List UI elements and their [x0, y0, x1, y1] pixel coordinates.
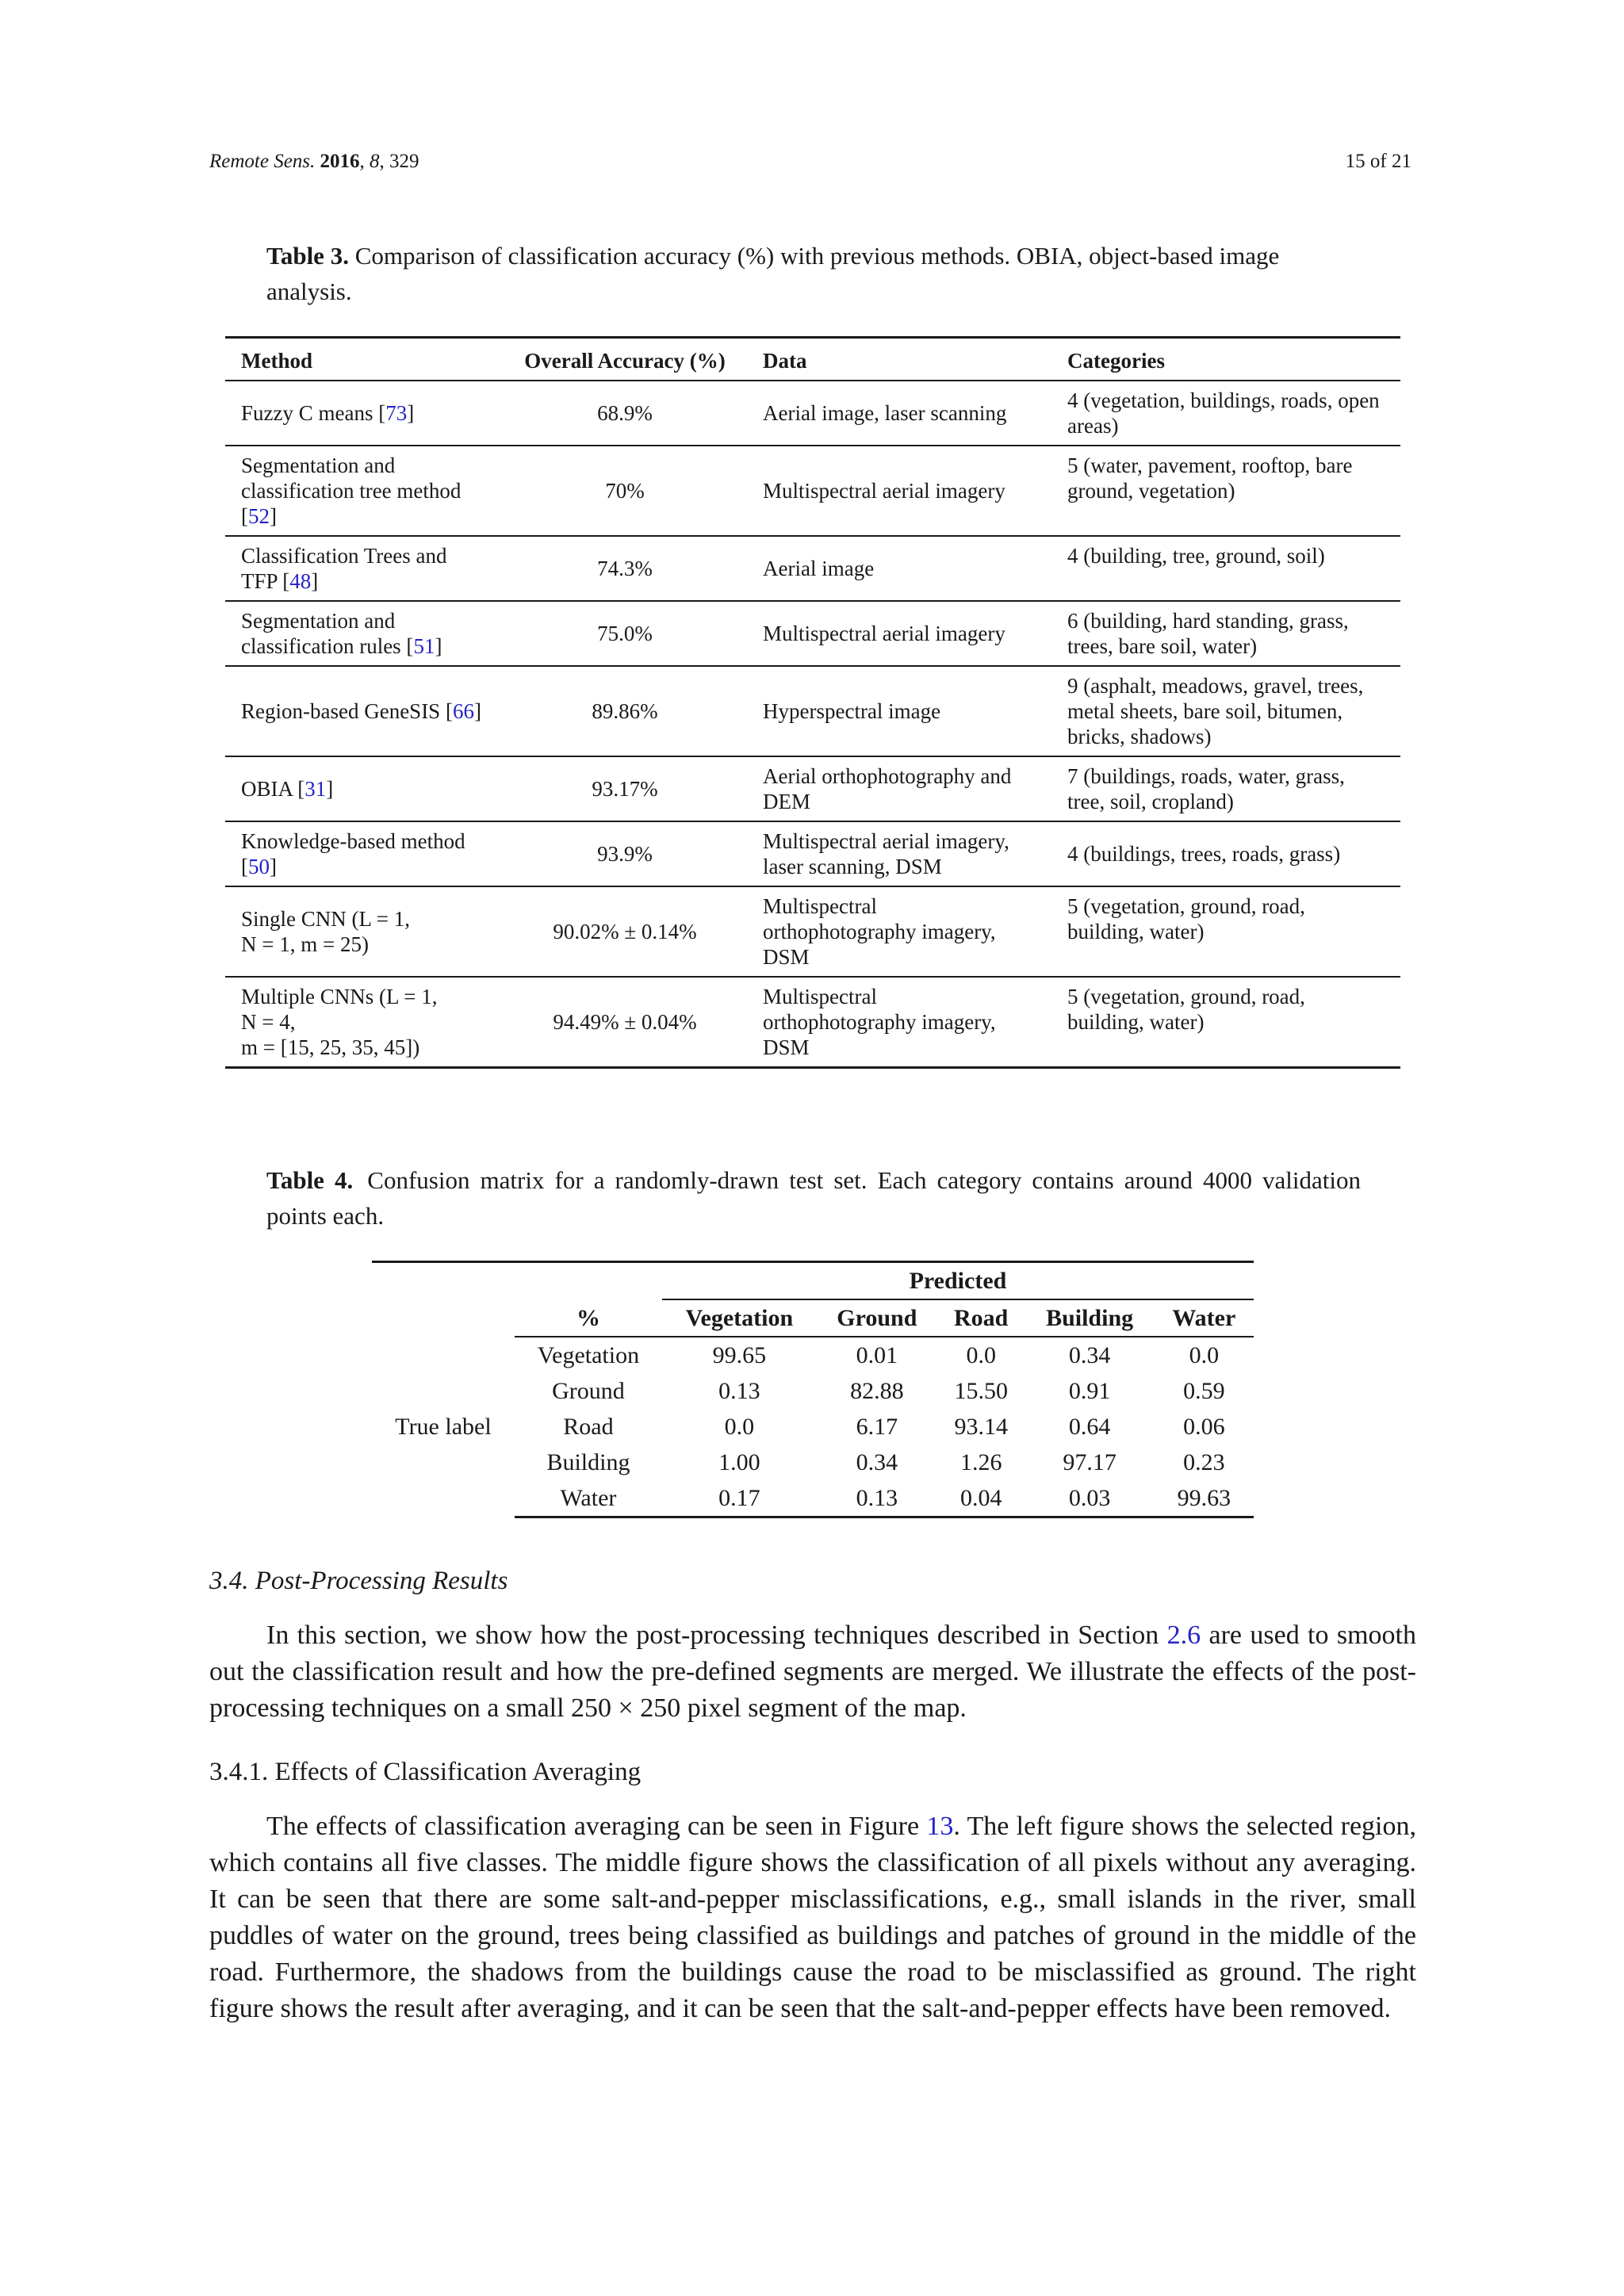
table4-cell: 99.65: [712, 1342, 767, 1368]
table3-cell-accuracy: 68.9%: [503, 381, 747, 446]
table3-cell-categories: 6 (building, hard standing, grass, trees, bare soil, water): [1051, 601, 1400, 666]
citation-link[interactable]: 52: [248, 504, 270, 528]
method-line: Multiple CNNs (L = 1,: [241, 985, 438, 1008]
table4-body: [372, 1262, 1254, 1517]
table3-cell-method: [225, 601, 503, 666]
table3-cell-data: Hyperspectral image: [747, 666, 1051, 756]
table4-caption: [266, 1162, 1361, 1234]
table3-cell-data: Aerial image: [747, 536, 1051, 601]
table3-cell-accuracy: 90.02% ± 0.14%: [503, 886, 747, 977]
table3-cell-method: [225, 756, 503, 821]
method-line: N = 4,: [241, 1010, 296, 1034]
table3-header-row: [225, 338, 1400, 381]
method-name: Classification Trees and TFP [: [241, 544, 447, 593]
table4-label: Table 4.: [266, 1166, 354, 1194]
table4-true-label: True label: [395, 1414, 492, 1441]
method-name: Segmentation and classification tree method [: [241, 453, 462, 528]
table3-cell-data: Aerial image, laser scanning: [747, 381, 1051, 446]
table3-header-accuracy: Overall Accuracy (%): [503, 338, 747, 381]
citation-link[interactable]: 50: [248, 855, 270, 878]
method-name: OBIA [: [241, 777, 305, 801]
page-number: 15 of 21: [1345, 151, 1411, 172]
method-line: m = [15, 25, 35, 45]): [241, 1035, 420, 1059]
table3-cell-categories: 5 (vegetation, ground, road, building, water): [1051, 977, 1400, 1068]
method-bracket: ]: [435, 634, 442, 658]
table4-col-vegetation: Vegetation: [662, 1299, 817, 1337]
table4-cell: 0.64: [1068, 1414, 1111, 1440]
method-bracket: ]: [326, 777, 334, 801]
table3-cell-data: Multispectral aerial imagery: [747, 601, 1051, 666]
method-name: Fuzzy C means [: [241, 401, 386, 425]
table4-cell: 1.26: [959, 1449, 1002, 1475]
table4-cell: 0.91: [1068, 1378, 1111, 1404]
figure-ref-link[interactable]: 13: [926, 1812, 954, 1841]
table3-row: [225, 536, 1400, 601]
table4-cell: 1.00: [718, 1449, 760, 1475]
table4-predicted-label: Predicted: [662, 1262, 1254, 1300]
table3-cell-data: Multispectral aerial imagery, laser scanning, DSM: [747, 821, 1051, 886]
table3-row: [225, 977, 1400, 1068]
table3-cell-method: [225, 977, 503, 1068]
running-header: [209, 151, 1411, 179]
method-bracket: ]: [270, 855, 277, 878]
table3-cell-categories: 4 (buildings, trees, roads, grass): [1051, 821, 1400, 886]
table3-cell-method: [225, 666, 503, 756]
table3-cell-accuracy: 94.49% ± 0.04%: [503, 977, 747, 1068]
table3-cell-categories: 4 (vegetation, buildings, roads, open areas): [1051, 381, 1400, 446]
table4-cell: 99.63: [1155, 1480, 1254, 1517]
table3-cell-data: Multispectral orthophotography imagery, DSM: [747, 886, 1051, 977]
table4-cell: 93.14: [954, 1414, 1008, 1440]
table4-col-water: Water: [1155, 1299, 1254, 1337]
table4-cell: 0.0: [724, 1414, 755, 1440]
method-name: Knowledge-based method [: [241, 829, 465, 878]
table3-label: Table 3.: [266, 242, 349, 270]
journal-volume: 8: [370, 151, 380, 172]
method-bracket: ]: [407, 401, 415, 425]
table4-row-label: Building: [546, 1449, 630, 1475]
table3-cell-method: [225, 821, 503, 886]
section-title: 3.4. Post-Processing Results: [209, 1567, 508, 1595]
table3-row: [225, 381, 1400, 446]
table4-cell: 0.13: [817, 1480, 937, 1517]
method-line: N = 1, m = 25): [241, 932, 369, 956]
section-ref-link[interactable]: 2.6: [1166, 1621, 1201, 1650]
table4-cell: 0.04: [937, 1480, 1025, 1517]
table4-cell: 97.17: [1063, 1449, 1116, 1475]
table4-cell: 0.59: [1183, 1378, 1225, 1404]
table3-row: [225, 886, 1400, 977]
journal-year: 2016: [320, 151, 360, 172]
table4-cell: 0.23: [1183, 1449, 1225, 1475]
table4-percent-label: %: [515, 1299, 662, 1337]
table3-cell-categories: 5 (vegetation, ground, road, building, water): [1051, 886, 1400, 977]
table3: [225, 336, 1400, 1069]
subsection-title: 3.4.1. Effects of Classification Averaging: [209, 1758, 642, 1786]
journal-article: 329: [389, 151, 419, 172]
paragraph-classification-averaging: The effects of classification averaging can be seen in Figure 13. The left figure shows the selected region, which contains all five classes. The middle figure shows the classification of all pixels without any averaging. It can be seen that there are some salt-and-pepper misclassifications, e.g., small islands in the river, small puddles of water on the ground, trees being classified as buildings and patches of ground in the middle of the road. Furthermore, the shadows from the buildings cause the road to be misclassified as ground. The right figure shows the result after averaging, and it can be seen that the salt-and-pepper effects have been removed.: [209, 1812, 1416, 2023]
method-bracket: ]: [270, 504, 277, 528]
table3-cell-accuracy: 74.3%: [503, 536, 747, 601]
table3-row: [225, 666, 1400, 756]
table4-cell: 0.01: [856, 1342, 898, 1368]
table3-cell-categories: 7 (buildings, roads, water, grass, tree, soil, cropland): [1051, 756, 1400, 821]
table3-header-data: Data: [747, 338, 1051, 381]
table3-cell-accuracy: 75.0%: [503, 601, 747, 666]
table4-row: [372, 1337, 1254, 1373]
table4-cell: 0.34: [1068, 1342, 1111, 1368]
citation-link[interactable]: 31: [304, 777, 327, 801]
table3-cell-accuracy: 93.9%: [503, 821, 747, 886]
table4-cell: 0.0: [966, 1342, 996, 1368]
table3-cell-categories: 5 (water, pavement, rooftop, bare ground, vegetation): [1051, 446, 1400, 536]
table4-cell: 0.0: [1189, 1342, 1220, 1368]
table3-cell-accuracy: 89.86%: [503, 666, 747, 756]
method-line: Single CNN (L = 1,: [241, 907, 410, 931]
table3-cell-method: [225, 446, 503, 536]
table3-body: [225, 381, 1400, 1068]
table3-row: [225, 821, 1400, 886]
method-name: Region-based GeneSIS [: [241, 699, 453, 723]
table3-caption-text: Comparison of classification accuracy (%) with previous methods. OBIA, object-based image analysis.: [266, 242, 1280, 305]
table4-predicted-row: [372, 1262, 1254, 1300]
method-bracket: ]: [311, 569, 319, 593]
table3-cell-data: Multispectral aerial imagery: [747, 446, 1051, 536]
table3-header-method: Method: [225, 338, 503, 381]
table4-col-building: Building: [1025, 1299, 1155, 1337]
citation-link[interactable]: 66: [452, 699, 474, 723]
table3-cell-accuracy: 93.17%: [503, 756, 747, 821]
table4-cell: 0.06: [1183, 1414, 1225, 1440]
table4-cell: 15.50: [954, 1378, 1008, 1404]
citation-link[interactable]: 73: [385, 401, 408, 425]
table4-col-road: Road: [937, 1299, 1025, 1337]
table4-row-label: Road: [563, 1414, 614, 1440]
table3-row: [225, 446, 1400, 536]
journal-name: Remote Sens.: [209, 151, 316, 172]
citation-link[interactable]: 48: [289, 569, 312, 593]
table3-header-categories: Categories: [1051, 338, 1400, 381]
table3-row: [225, 601, 1400, 666]
table4-column-header-row: [372, 1299, 1254, 1337]
table3-cell-method: [225, 886, 503, 977]
method-name: Segmentation and classification rules [: [241, 609, 414, 658]
table3-cell-accuracy: 70%: [503, 446, 747, 536]
table3-cell-method: [225, 381, 503, 446]
paragraph-post-processing: In this section, we show how the post-processing techniques described in Section 2.6 are used to smooth out the classification result and how the pre-defined segments are merged. We illustrate the effects of the post-processing techniques on a small 250 × 250 pixel segment of the map.: [209, 1621, 1416, 1723]
table4-cell: 0.13: [718, 1378, 760, 1404]
table4-cell: 0.17: [662, 1480, 817, 1517]
method-bracket: ]: [473, 699, 481, 723]
table3-cell-method: [225, 536, 503, 601]
table4-row-label: Ground: [552, 1378, 625, 1404]
table3-cell-data: Multispectral orthophotography imagery, DSM: [747, 977, 1051, 1068]
table4-cell: 0.34: [856, 1449, 898, 1475]
journal-citation: Remote Sens. 2016, 8, 329: [209, 151, 419, 172]
table3-cell-categories: 9 (asphalt, meadows, gravel, trees, metal sheets, bare soil, bitumen, bricks, shadows): [1051, 666, 1400, 756]
table4-cell: 0.03: [1025, 1480, 1155, 1517]
table3-row: [225, 756, 1400, 821]
table4-caption-text: Confusion matrix for a randomly-drawn test set. Each category contains around 4000 validation points each.: [266, 1166, 1361, 1230]
table4-col-ground: Ground: [817, 1299, 937, 1337]
table4-cell: 82.88: [850, 1378, 904, 1404]
table3-cell-categories: 4 (building, tree, ground, soil): [1051, 536, 1400, 601]
table4-confusion-matrix: [372, 1261, 1254, 1518]
table3-caption: [266, 238, 1361, 309]
citation-link[interactable]: 51: [413, 634, 435, 658]
table4-row-label: Water: [515, 1480, 662, 1517]
table3-cell-data: Aerial orthophotography and DEM: [747, 756, 1051, 821]
table4-cell: 6.17: [856, 1414, 898, 1440]
table4-row-label: Vegetation: [537, 1342, 640, 1368]
